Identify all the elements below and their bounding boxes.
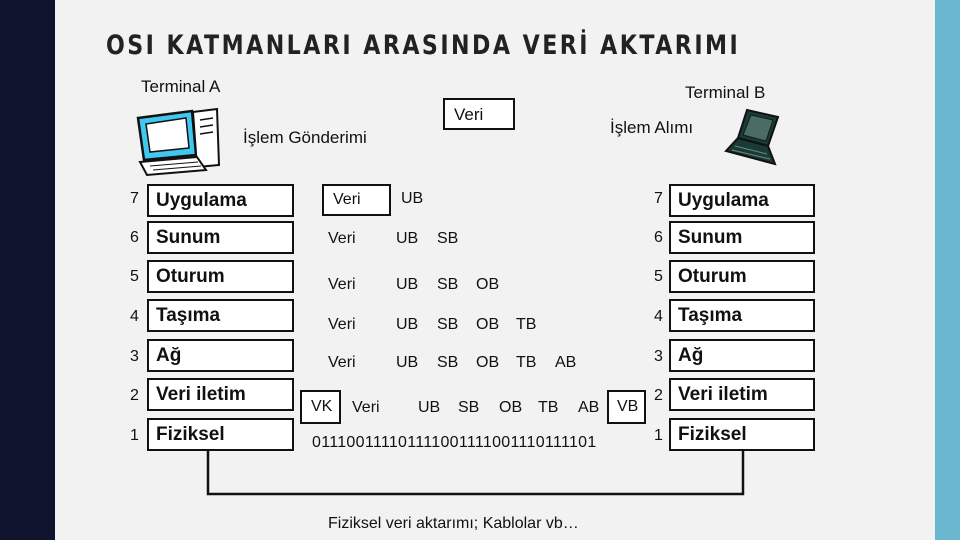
desktop-computer-icon [138, 109, 219, 175]
left-layer-7: Uygulama [147, 184, 294, 217]
right-layer-7-number: 7 [654, 190, 663, 207]
right-layer-1: Fiziksel [669, 418, 815, 451]
row5-cell: Veri [328, 276, 356, 293]
row3-cell: AB [555, 354, 577, 371]
left-layer-1-number: 1 [130, 427, 139, 444]
left-layer-6: Sunum [147, 221, 294, 254]
terminal-a-label: Terminal A [141, 77, 221, 96]
row2-cell: UB [418, 399, 441, 416]
row2-cell: VB [617, 398, 639, 415]
right-layer-4-number: 4 [654, 308, 663, 325]
row6-cell: Veri [328, 230, 356, 247]
row2-cell: Veri [352, 399, 380, 416]
row2-cell: AB [578, 399, 600, 416]
left-layer-2: Veri iletim [147, 378, 294, 411]
sending-label: İşlem Gönderimi [243, 128, 367, 147]
row6-cell: UB [396, 230, 419, 247]
right-layer-2: Veri iletim [669, 378, 815, 411]
row2-cell: OB [499, 399, 523, 416]
right-layer-5: Oturum [669, 260, 815, 293]
right-layer-3-number: 3 [654, 348, 663, 365]
right-layer-2-number: 2 [654, 387, 663, 404]
slide-title: OSI KATMANLARI ARASINDA VERİ AKTARIMI [106, 30, 741, 61]
top-data-box [443, 98, 515, 130]
left-layer-2-number: 2 [130, 387, 139, 404]
row4-cell: SB [437, 316, 459, 333]
physical-link-line [208, 451, 743, 494]
left-layer-5: Oturum [147, 260, 294, 293]
left-decor-bar [0, 0, 55, 540]
right-layer-6: Sunum [669, 221, 815, 254]
laptop-icon [726, 110, 778, 164]
row2-vk-box [300, 390, 341, 424]
right-layer-5-number: 5 [654, 268, 663, 285]
right-layer-4: Taşıma [669, 299, 815, 332]
left-layer-1: Fiziksel [147, 418, 294, 451]
left-layer-4-number: 4 [130, 308, 139, 325]
row3-cell: UB [396, 354, 419, 371]
row6-cell: SB [437, 230, 459, 247]
row7-cell: UB [401, 190, 424, 207]
right-layer-7: Uygulama [669, 184, 815, 217]
right-layer-1-number: 1 [654, 427, 663, 444]
left-layer-5-number: 5 [130, 268, 139, 285]
row3-cell: Veri [328, 354, 356, 371]
terminal-b-label: Terminal B [685, 83, 766, 102]
row5-cell: SB [437, 276, 459, 293]
row5-cell: OB [476, 276, 500, 293]
left-layer-6-number: 6 [130, 229, 139, 246]
left-layer-7-number: 7 [130, 190, 139, 207]
right-layer-3: Ağ [669, 339, 815, 372]
row4-cell: TB [516, 316, 537, 333]
row4-cell: OB [476, 316, 500, 333]
row2-cell: TB [538, 399, 559, 416]
row2-cell: SB [458, 399, 480, 416]
row7-data-box [322, 184, 391, 216]
right-decor-bar [935, 0, 960, 540]
left-layer-3-number: 3 [130, 348, 139, 365]
row2-vb-box [607, 390, 646, 424]
left-layer-3: Ağ [147, 339, 294, 372]
row5-cell: UB [396, 276, 419, 293]
row4-cell: Veri [328, 316, 356, 333]
physical-caption: Fiziksel veri aktarımı; Kablolar vb… [328, 515, 579, 532]
left-layer-4: Taşıma [147, 299, 294, 332]
receiving-label: İşlem Alımı [610, 118, 694, 137]
row2-cell: VK [311, 398, 333, 415]
right-layer-6-number: 6 [654, 229, 663, 246]
row4-cell: UB [396, 316, 419, 333]
top-data-label: Veri [454, 105, 484, 124]
row3-cell: SB [437, 354, 459, 371]
bitstream: 011100111101111001111001110111101 [312, 434, 597, 451]
row3-cell: TB [516, 354, 537, 371]
row7-cell: Veri [333, 191, 361, 208]
row3-cell: OB [476, 354, 500, 371]
